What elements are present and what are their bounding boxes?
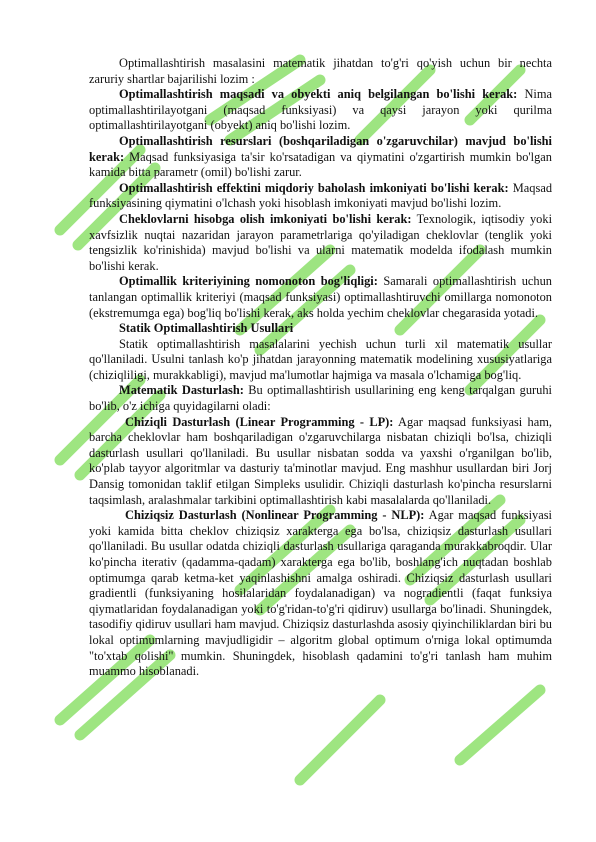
paragraph-condition-goal: Optimallashtirish maqsadi va obyekti aniq belgilangan bo'lishi kerak: Nima optimallashtirilayotgani (maqsad funksiyasi) va qaysi jarayon yoki qurilma optimallashtirilayotgani (obyekt) aniq bo'lishi lozim. bbox=[89, 87, 552, 133]
paragraph-condition-resources: Optimallashtirish resurslari (boshqariladigan o'zgaruvchilar) mavjud bo'lishi kerak: Maqsad funksiyasiga ta'sir ko'rsatadigan va qiymatini o'zgartirish mumkin bo'lgan kamida bitta parametr (omil) bo'lishi zarur. bbox=[89, 133, 552, 180]
document-page bbox=[89, 56, 552, 680]
paragraph-condition-constraints: Cheklovlarni hisobga olish imkoniyati bo'lishi kerak: Texnologik, iqtisodiy yoki xavfsizlik nuqtai nazaridan jarayon parametrlariga qo'yiladigan cheklovlar (tenglik yoki tengsizlik ko'rinishida) mavjud bo'lishi va ularni matematik modelda ifodalash mumkin bo'lishi kerak. bbox=[89, 211, 553, 273]
paragraph-nonlinear-programming: Chiziqsiz Dasturlash (Nonlinear Programming - NLP): Agar maqsad funksiyasi yoki kamida bitta cheklov chiziqsiz xarakterga ega bo'lsa, chiziqsiz dasturlash usullari qo'llaniladi. Bu usullar odatda chiziqli dasturlash usullariga qaraganda murakkabroqdir. Ular ko'pincha iterativ (qadamma-qadam) xarakterga ega bo'lib, boshlang'ich nuqtadan boshlab optimumga qarab ketma-ket yaqinlashishni amalga oshiradi. Chiziqsiz dasturlash usullari gradientli (funksiyaning hosilalaridan foydalanadigan) va nogradientli (faqat funksiya qiymatlaridan foydalanadigan yoki to'g'ridan-to'g'ri qidiruv) usullarga bo'linadi. Shuningdek, tasodifiy qidiruv usullari ham mavjud. Chiziqsiz dasturlashda asosiy qiyinchiliklardan biri bu lokal optimumlarning mavjudligidir – algoritm global optimum o'rniga lokal optimumda "to'xtab qolishi" mumkin. Shuningdek, hisoblash qadamini to'g'ri tanlash ham muhim muammo hisoblanadi. bbox=[89, 508, 552, 679]
paragraph-math-programming: Matematik Dasturlash: Bu optimallashtirish usullarining eng keng tarqalgan guruhi bo'lib, o'z ichiga quyidagilarni oladi: bbox=[89, 383, 552, 414]
paragraph-linear-programming: Chiziqli Dasturlash (Linear Programming - LP): Agar maqsad funksiyasi ham, barcha cheklovlar ham boshqariladigan o'zgaruvchilarga nisbatan chiziqli bo'lsa, chiziqli dasturlash usullari qo'llaniladi. Bu usullar nisbatan sodda va yaxshi o'rganilgan bo'lib, ko'plab tayyor algoritmlar va dasturiy ta'minotlar mavjud. Eng mashhur usullardan biri Jorj Dansig tomonidan taklif etilgan Simpleks usulidir. Chiziqli dasturlash ko'pincha resurslarni taqsimlash, aralashmalar tarkibini optimallashtirish kabi masalalarda qo'llaniladi. bbox=[89, 414, 552, 507]
paragraph-condition-nonmonotonic: Optimallik kriteriyining nomonoton bog'liqligi: Samarali optimallashtirish uchun tanlangan optimallik kriteriyi (maqsad funksiyasi) optimallashtiruvchi omillarga nomonoton (ekstremumga ega) bog'liq bo'lishi kerak, aks holda yechim cheklovlar chegarasida yotadi. bbox=[89, 274, 553, 320]
section-heading: Statik Optimallashtirish Usullari bbox=[119, 321, 294, 336]
paragraph-intro: Optimallashtirish masalasini matematik jihatdan to'g'ri qo'yish uchun bir nechta zaruriy shartlar bajarilishi lozim : bbox=[89, 56, 552, 86]
paragraph-condition-effect: Optimallashtirish effektini miqdoriy baholash imkoniyati bo'lishi kerak: Maqsad funksiyasining qiymatini o'lchash yoki hisoblash imkoniyati mavjud bo'lishi lozim. bbox=[89, 180, 553, 211]
paragraph-static-methods: Statik optimallashtirish masalalarini yechish uchun turli xil matematik usullar qo'llaniladi. Usulni tanlash ko'p jihatdan jarayonning matematik modelining xususiyatlariga (chiziqliligi, murakkabligi), mavjud ma'lumotlar hajmiga va masala o'lchamiga bog'liq. bbox=[89, 336, 552, 382]
